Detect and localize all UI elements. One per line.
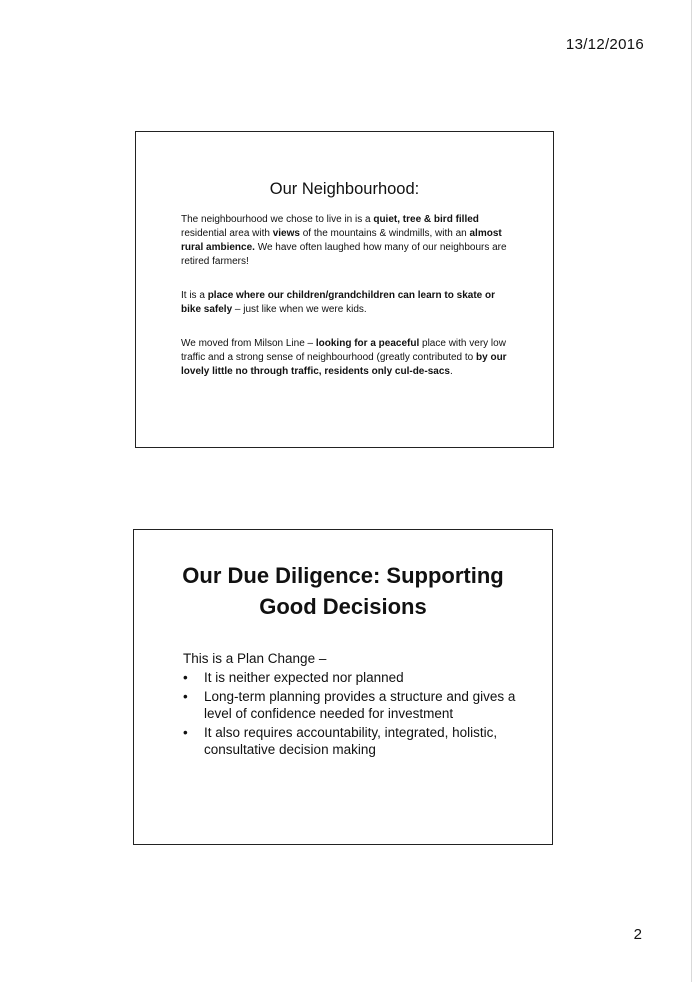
text-run: of the mountains & windmills, with an <box>299 228 470 239</box>
list-item-text: It also requires accountability, integrated, holistic, consultative decision making <box>204 725 498 757</box>
paragraph-moved-from-milson-line <box>181 337 511 379</box>
list-item-text: It is neither expected nor planned <box>204 670 404 685</box>
scan-edge-line <box>691 0 692 982</box>
bold-text-run: place where our children/grandchildren can learn to skate or bike safely <box>181 290 495 315</box>
bullet-icon: • <box>183 670 188 685</box>
slide-title-line-2: Good Decisions <box>259 594 427 619</box>
bullet-icon: • <box>183 725 188 740</box>
paragraph-neighbourhood-description <box>181 213 511 269</box>
plan-change-intro: This is a Plan Change – <box>183 651 327 666</box>
page-date: 13/12/2016 <box>565 36 644 53</box>
slide-title: Our Neighbourhood: <box>269 180 420 198</box>
bold-text-run: views <box>272 228 300 239</box>
slide-our-neighbourhood <box>135 131 554 448</box>
text-run: We have often laughed how many of our neighbours are retired farmers! <box>181 242 507 267</box>
bullet-icon: • <box>183 689 188 704</box>
bold-text-run: looking for a peaceful <box>315 338 420 349</box>
bold-text-run: quiet, tree & bird filled <box>373 214 479 225</box>
text-run: – just like when we were kids. <box>232 304 367 315</box>
text-run: The neighbourhood we chose to live in is a <box>181 214 374 225</box>
list-item-text: Long-term planning provides a structure and gives a level of confidence needed for investment <box>204 689 516 721</box>
slide-title <box>134 560 552 622</box>
bold-text-run: by our lovely little no through traffic, residents only cul-de-sacs <box>181 352 507 377</box>
slide-due-diligence <box>133 529 553 845</box>
paragraph-safe-place <box>181 289 511 317</box>
list-item <box>183 724 523 758</box>
text-run: We moved from Milson Line – <box>181 338 316 349</box>
slide-title-line-1: Our Due Diligence: Supporting <box>182 563 504 588</box>
text-run: It is a <box>181 290 208 301</box>
list-item <box>183 669 523 686</box>
list-item <box>183 688 523 722</box>
text-run: . <box>449 366 453 377</box>
text-run: residential area with <box>181 228 273 239</box>
bold-text-run: almost rural ambience. <box>181 228 502 253</box>
page-number: 2 <box>633 926 642 943</box>
bullet-list <box>183 669 523 760</box>
text-run: place with very low traffic and a strong sense of neighbourhood (greatly contributed to <box>181 338 506 363</box>
